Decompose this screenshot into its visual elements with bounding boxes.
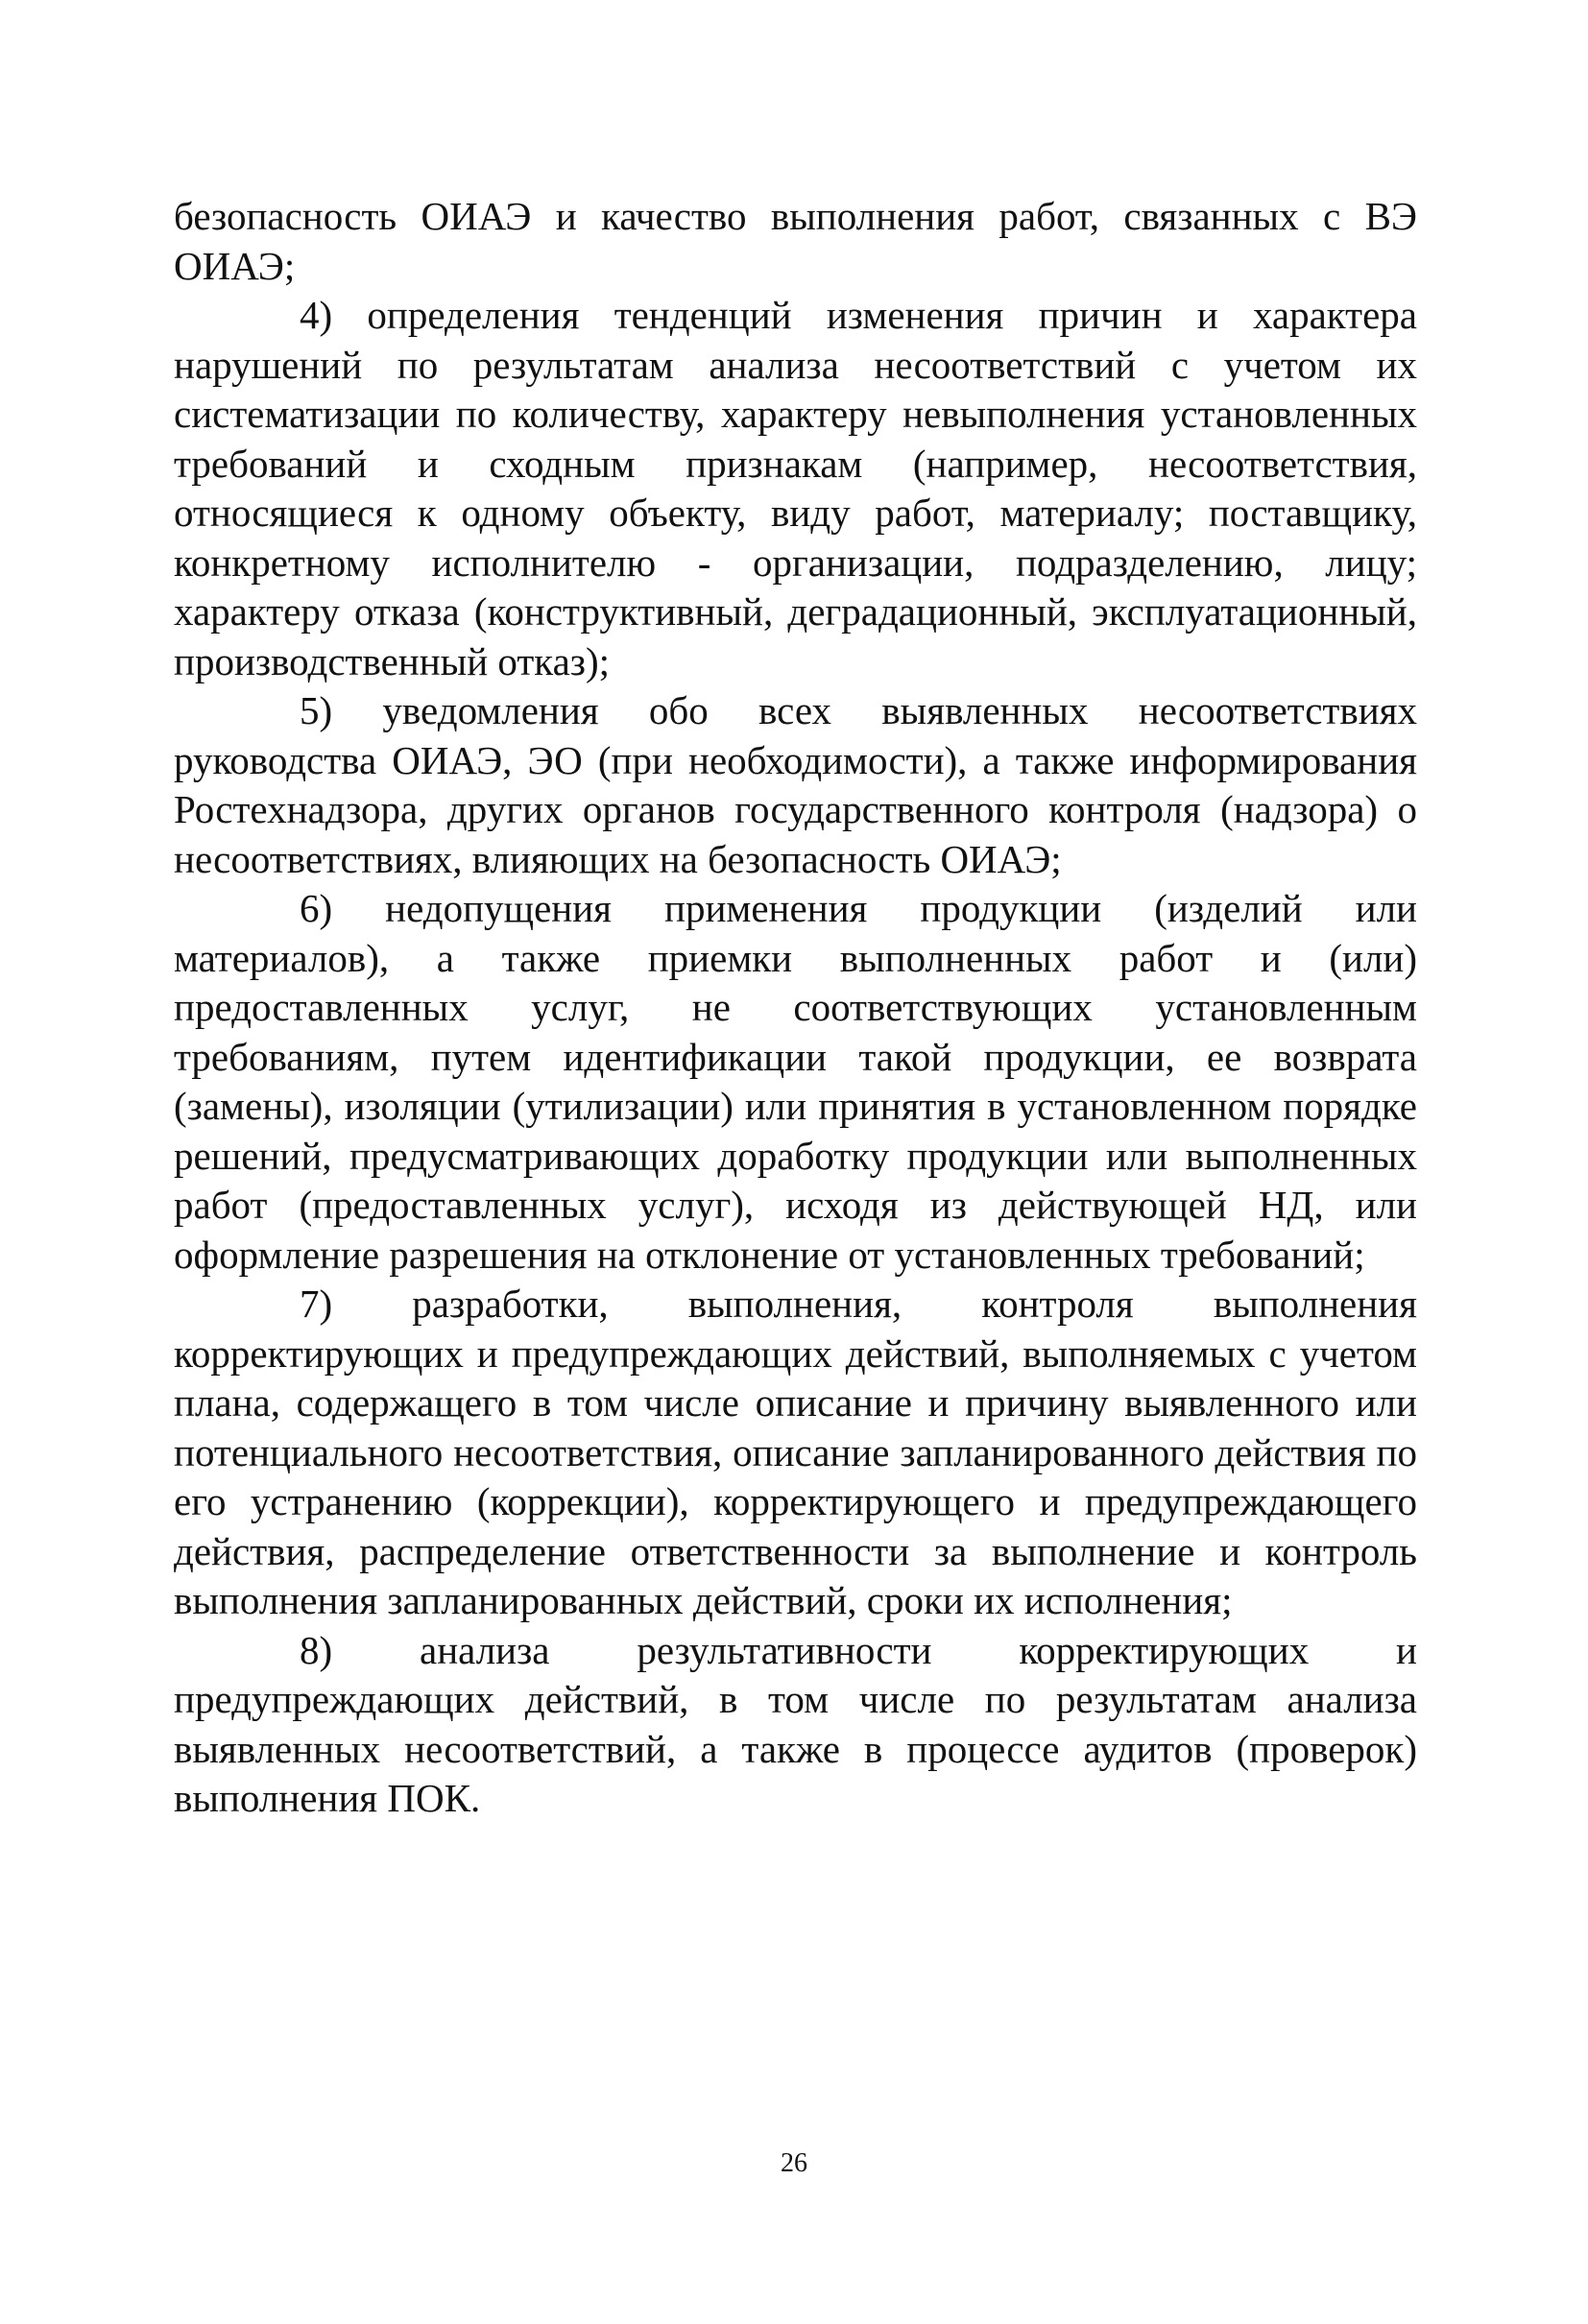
page-number: 26 — [781, 2148, 807, 2178]
paragraph-continuation: безопасность ОИАЭ и качество выполнения работ, связанных с ВЭ ОИАЭ; — [174, 194, 1417, 288]
list-item-8: 8) анализа результативности корректирующих и предупреждающих действий, в том числе по результатам анализа выявленных несоответствий, а также в процессе аудитов (проверок) выполнения ПОК. — [174, 1627, 1417, 1820]
list-item-4: 4) определения тенденций изменения причин и характера нарушений по результатам анализа несоответствий с учетом их систематизации по количеству, характеру невыполнения установленных требований и сходным признакам (например, несоответствия, относящиеся к одному объекту, виду работ, материалу; поставщику, конкретному исполнителю - организации, подразделению, лицу; характеру отказа (конструктивный, деградационный, эксплуатационный, производственный отказ); — [174, 293, 1417, 683]
list-item-6: 6) недопущения применения продукции (изделий или материалов), а также приемки выполненных работ и (или) предоставленных услуг, не соответствующих установленным требованиям, путем идентификации такой продукции, ее возврата (замены), изоляции (утилизации) или принятия в установленном порядке решений, предусматривающих доработку продукции или выполненных работ (предоставленных услуг), исходя из действующей НД, или оформление разрешения на отклонение от установленных требований; — [174, 886, 1417, 1277]
document-body — [174, 192, 1417, 1824]
list-item-7: 7) разработки, выполнения, контроля выполнения корректирующих и предупреждающих действий, выполняемых с учетом плана, содержащего в том числе описание и причину выявленного или потенциального несоответствия, описание запланированного действия по его устранению (коррекции), корректирующего и предупреждающего действия, распределение ответственности за выполнение и контроль выполнения запланированных действий, сроки их исполнения; — [174, 1282, 1417, 1622]
list-item-5: 5) уведомления обо всех выявленных несоответствиях руководства ОИАЭ, ЭО (при необходимости), а также информирования Ростехнадзора, других органов государственного контроля (надзора) о несоответствиях, влияющих на безопасность ОИАЭ; — [174, 688, 1417, 881]
